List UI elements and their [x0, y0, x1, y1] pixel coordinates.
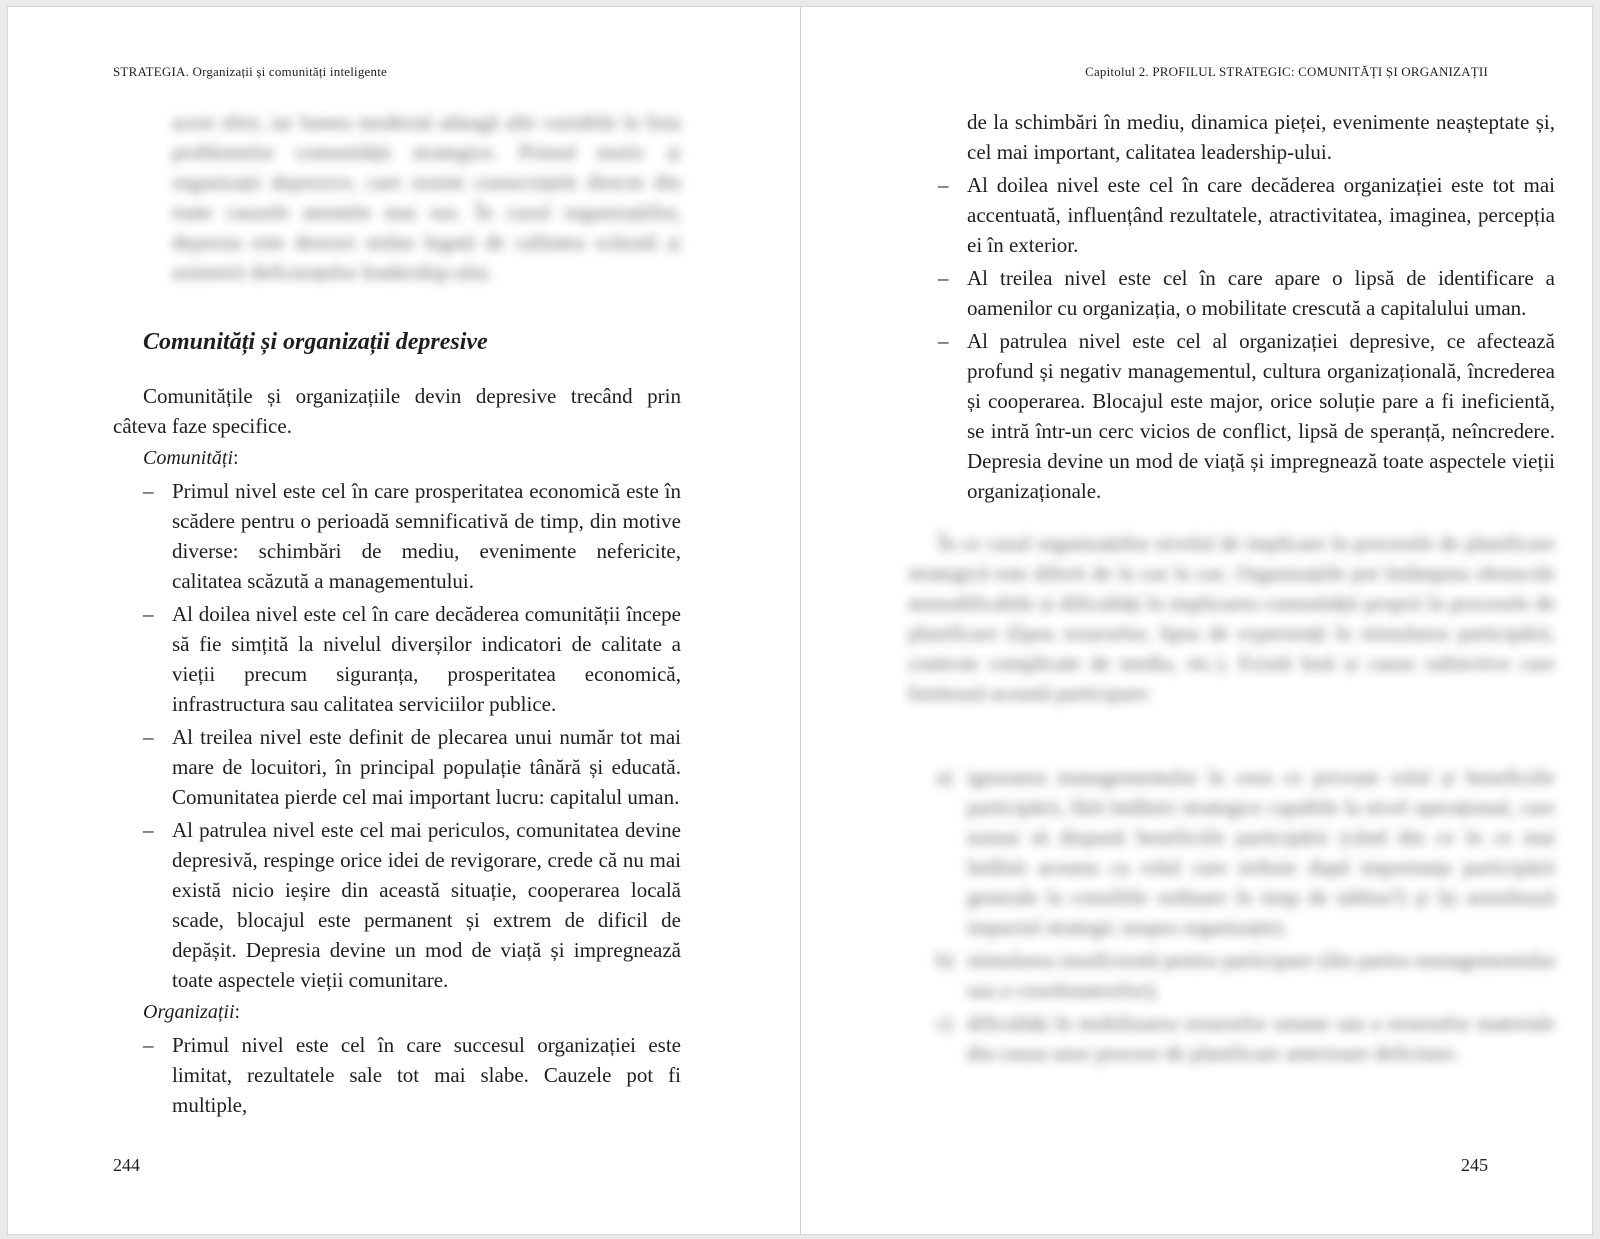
organizations-list-start — [113, 1030, 681, 1120]
list-item: – Al treilea nivel este definit de plecarea unui număr tot mai mare de locuitori, în principal populație tânără și educată. Comunitatea pierde cel mai important lucru: capitalul uman. — [143, 725, 681, 809]
list-item: – Al patrulea nivel este cel mai periculos, comunitatea devine depresivă, respinge orice idei de revigorare, crede că nu mai există nicio ieșire din această situație, cooperarea locală scade, blocajul este permanent și extrem de dificil de depășit. Depresia devine un mod de viață și impregnează toate aspectele vieții comunitare. — [143, 818, 681, 992]
left-page — [8, 7, 800, 1234]
list-item: a) ignorarea managementului în ceea ce privește rolul și beneficiile participării, fără întâlniri strategice capabile la nivel operațional, care numai să dispună beneficiile participării (când din ce în ce mai întâlnit aceasta cu rolul care trebuie după importanța participării generale la consiliile ordinare în timp de tablou?) și își asimilează impactul strategic asupra organizației; — [936, 765, 1555, 939]
organizations-subheading: Organizații: — [143, 1001, 241, 1023]
left-text-column — [113, 107, 681, 1123]
list-item: – Al doilea nivel este cel în care decăderea comunității începe să fie simțită la nivelul diverșilor indicatori de calitate a vieții precum siguranța, prosperitatea economică, infrastructura sau calitatea serviciilor publice. — [143, 602, 681, 716]
running-head: Capitolul 2. PROFILUL STRATEGIC: COMUNITĂȚI ȘI ORGANIZAȚII — [1085, 64, 1488, 79]
page-number: 245 — [1461, 1155, 1488, 1175]
continued-list-text: de la schimbări în mediu, dinamica pieței, evenimente neașteptate și, cel mai important, calitatea leadership-ului. — [967, 110, 1555, 164]
blurred-numbered-list — [908, 762, 1555, 1082]
blurred-paragraph: În ce cazul organizațiilor nivelul de implicare în procesele de planificare strategică este diferit de la caz la caz. Organizațiile pot întâmpina obstacole nemodificabile și dificultăți în implicarea comunității proprii în procesele de planificare (lipsa resurselor, lipsa de experiență în stimularea participării, contexte complicate de mediu, etc.). Există însă și cauze subiective care limitează această participare: — [908, 531, 1555, 705]
blurred-intro-paragraph: acest sfert, iar lumea modernă adaugă alte variabile la lista problemelor comunității strategice. Primul motiv și organizații depresive, care resimt consecințele directe din toate cauzele amintite mai sus. În cazul organizațiilor, depresia este deseori strâns legată de calitatea scăzută și asimetrii deficiențelor leadership-ului. — [172, 110, 681, 284]
organizations-list-continued — [908, 170, 1555, 506]
list-item: – Al doilea nivel este cel în care decăderea organizației este tot mai accentuată, influențând rezultatele, atractivitatea, imaginea, percepția ei în exterior. — [938, 173, 1555, 257]
list-item: – Al patrulea nivel este cel al organizației depresive, ce afectează profund și negativ managementul, cultura organizațională, încrederea și cooperarea. Blocajul este major, orice soluție pare a fi ineficientă, se intră într-un cerc vicios de conflict, lipsă de speranță, neîncredere. Depresia devine un mod de viață și impregnează toate aspectele vieții organizaționale. — [938, 329, 1555, 503]
communities-subheading: Comunități: — [143, 447, 239, 469]
book-spread — [7, 6, 1593, 1235]
communities-list — [113, 476, 681, 995]
list-item: b) stimularea insuficientă pentru participare (din partea managementului sau a coordonatorilor); — [936, 948, 1555, 1002]
right-text-column — [908, 107, 1555, 1082]
section-heading: Comunități și organizații depresive — [143, 329, 488, 355]
organizations-label: Organizații — [143, 1001, 235, 1023]
list-item: c) dificultăți în mobilizarea resurselor umane sau a resurselor materiale din cauza unor procese de planificare anterioare deficitare. — [936, 1011, 1555, 1065]
list-item: – Primul nivel este cel în care prosperitatea economică este în scădere pentru o perioadă semnificativă de timp, din motive diverse: schimbări de mediu, evenimente nefericite, calitatea scăzută a managementului. — [143, 479, 681, 593]
intro-paragraph: Comunitățile și organizațiile devin depresive trecând prin câteva faze specifice. — [113, 384, 681, 438]
list-item: – Al treilea nivel este cel în care apare o lipsă de identificare a oamenilor cu organizația, o mobilitate crescută a capitalului uman. — [938, 266, 1555, 320]
page-number: 244 — [113, 1155, 140, 1175]
right-page — [801, 7, 1593, 1234]
running-head: STRATEGIA. Organizații și comunități inteligente — [113, 64, 388, 79]
communities-label: Comunități — [143, 447, 234, 469]
list-item: – Primul nivel este cel în care succesul organizației este limitat, rezultatele sale tot mai slabe. Cauzele pot fi multiple, — [143, 1033, 681, 1117]
